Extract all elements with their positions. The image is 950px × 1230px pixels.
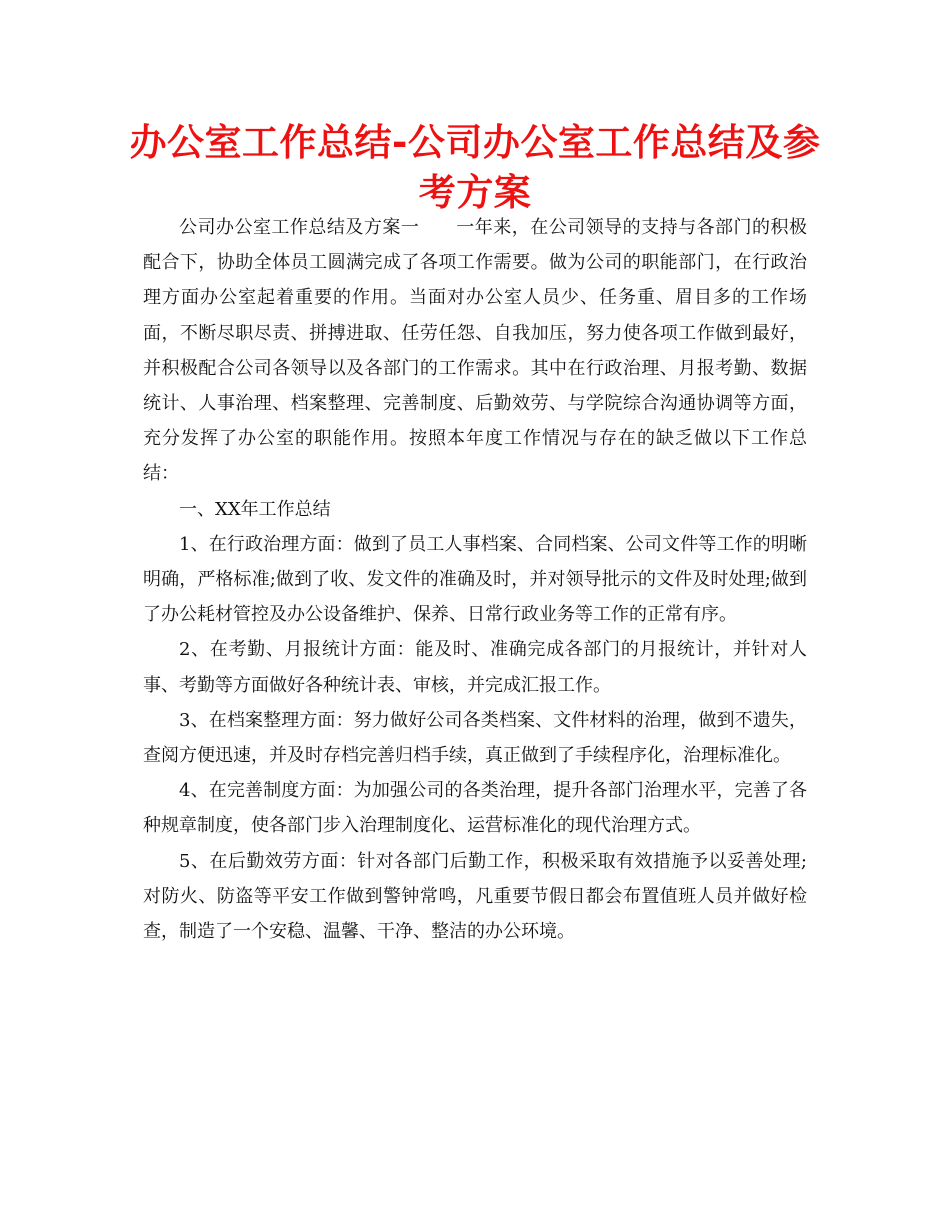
item-paragraph-2: 2、在考勤、月报统计方面：能及时、准确完成各部门的月报统计，并针对人事、考勤等方面做好各种统计表、审核，并完成汇报工作。 [143, 639, 807, 696]
item-paragraph-4: 4、在完善制度方面：为加强公司的各类治理，提升各部门治理水平，完善了各种规章制度，使各部门步入治理制度化、运营标准化的现代治理方式。 [143, 780, 807, 837]
document-title: 办公室工作总结-公司办公室工作总结及参考方案 [129, 121, 821, 214]
intro-paragraph: 公司办公室工作总结及方案一 一年来，在公司领导的支持与各部门的积极配合下，协助全体员工圆满完成了各项工作需要。做为公司的职能部门，在行政治理方面办公室起着重要的作用。当面对办公室人员少、任务重、眉目多的工作场面，不断尽职尽责、拼搏进取、任劳任怨、自我加压，努力使各项工作做到最好，并积极配合公司各领导以及各部门的工作需求。其中在行政治理、月报考勤、数据统计、人事治理、档案整理、完善制度、后勤效劳、与学院综合沟通协调等方面，充分发挥了办公室的职能作用。按照本年度工作情况与存在的缺乏做以下工作总结： [143, 217, 807, 485]
document-body [143, 210, 807, 949]
item-paragraph-5: 5、在后勤效劳方面：针对各部门后勤工作，积极采取有效措施予以妥善处理;对防火、防盗等平安工作做到警钟常鸣，凡重要节假日都会布置值班人员并做好检查，制造了一个安稳、温馨、干净、整洁的办公环境。 [143, 850, 807, 943]
item-paragraph-1: 1、在行政治理方面：做到了员工人事档案、合同档案、公司文件等工作的明晰明确，严格标准;做到了收、发文件的准确及时，并对领导批示的文件及时处理;做到了办公耗材管控及办公设备维护、保养、日常行政业务等工作的正常有序。 [143, 533, 807, 626]
item-paragraph-3: 3、在档案整理方面：努力做好公司各类档案、文件材料的治理，做到不遗失，查阅方便迅速，并及时存档完善归档手续，真正做到了手续程序化，治理标准化。 [143, 709, 807, 767]
section-heading: 一、XX年工作总结 [179, 498, 331, 520]
